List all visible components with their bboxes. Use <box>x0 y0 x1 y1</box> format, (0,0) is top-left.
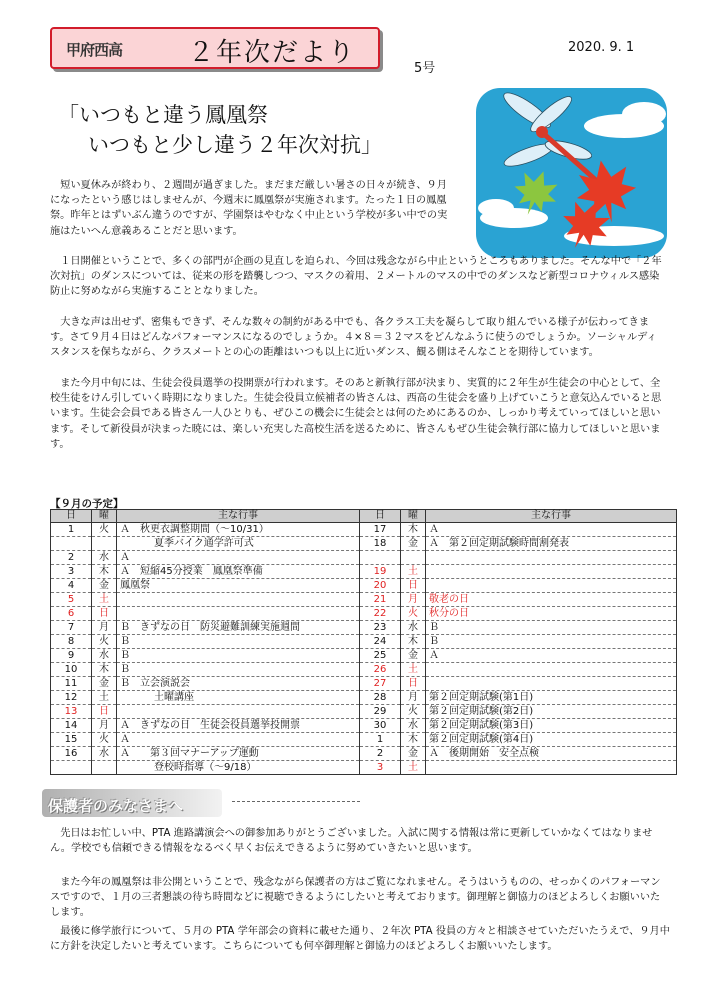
event-cell-text: Ｂ <box>120 663 130 675</box>
schedule-table-right <box>359 509 677 775</box>
day-cell <box>360 523 401 537</box>
event-cell-text: Ａ <box>120 733 130 745</box>
table-header-row <box>51 510 360 523</box>
header-day: 日 <box>51 510 92 523</box>
weekday-cell <box>401 761 426 775</box>
day-cell-text: 19 <box>373 565 387 577</box>
event-cell-text: 第２回定期試験(第4日) <box>429 733 534 745</box>
weekday-cell <box>92 677 117 691</box>
parents-title: 保護者のみなさまへ <box>48 797 184 815</box>
table-row <box>51 621 360 635</box>
day-cell <box>360 593 401 607</box>
day-cell <box>51 649 92 663</box>
weekday-cell-text: 日 <box>99 705 109 717</box>
day-cell <box>51 719 92 733</box>
parents-section-heading <box>42 787 342 821</box>
day-cell <box>360 733 401 747</box>
event-cell <box>117 733 360 747</box>
event-cell-text: 登校時指導（～9/18） <box>154 761 257 773</box>
table-row <box>360 579 677 593</box>
weekday-cell <box>401 523 426 537</box>
day-cell <box>51 523 92 537</box>
event-cell <box>117 607 360 621</box>
weekday-cell-text: 水 <box>99 747 109 759</box>
weekday-cell <box>92 649 117 663</box>
day-cell-text: 6 <box>67 607 75 619</box>
day-cell-text: 29 <box>373 705 387 717</box>
day-cell-text: 7 <box>67 621 75 633</box>
day-cell-text: 4 <box>67 579 75 591</box>
event-cell-text: Ｂ <box>429 621 439 633</box>
event-cell-text: Ａ 秋更衣調整期間（～10/31） <box>120 523 269 535</box>
weekday-cell <box>92 565 117 579</box>
weekday-cell-text: 火 <box>99 733 109 745</box>
weekday-cell <box>92 705 117 719</box>
event-cell <box>117 551 360 565</box>
event-cell <box>426 579 677 593</box>
event-cell <box>117 593 360 607</box>
weekday-cell <box>401 733 426 747</box>
weekday-cell-text: 月 <box>99 719 109 731</box>
weekday-cell-text: 金 <box>99 677 109 689</box>
table-row <box>360 621 677 635</box>
weekday-cell-text: 水 <box>99 551 109 563</box>
event-cell <box>426 691 677 705</box>
weekday-cell <box>401 719 426 733</box>
event-cell <box>426 607 677 621</box>
event-cell <box>426 747 677 761</box>
day-cell-text: 22 <box>373 607 387 619</box>
event-cell-text: Ｂ きずなの日 防災避難訓練実施週間 <box>120 621 300 633</box>
table-row <box>360 705 677 719</box>
table-row <box>360 761 677 775</box>
schedule-title: 【９月の予定】 <box>50 498 124 510</box>
day-cell-text: 15 <box>64 733 78 745</box>
table-row <box>51 663 360 677</box>
event-cell <box>117 649 360 663</box>
weekday-cell-text: 火 <box>99 523 109 535</box>
event-cell-text: Ａ <box>429 649 439 661</box>
weekday-cell <box>92 523 117 537</box>
day-cell-text: 2 <box>376 747 384 759</box>
weekday-cell-text: 金 <box>408 537 418 549</box>
event-cell <box>117 565 360 579</box>
table-row <box>51 691 360 705</box>
day-cell-text: 26 <box>373 663 387 675</box>
table-row <box>51 733 360 747</box>
day-cell-text: 1 <box>376 733 384 745</box>
table-row <box>360 593 677 607</box>
day-cell-text: 1 <box>67 523 75 535</box>
day-cell-text: 3 <box>67 565 75 577</box>
day-cell <box>360 747 401 761</box>
event-cell-text: Ｂ <box>429 635 439 647</box>
event-cell-text: 土曜講座 <box>154 691 194 703</box>
event-cell <box>426 537 677 551</box>
day-cell <box>360 719 401 733</box>
day-cell <box>51 691 92 705</box>
day-cell-text: 20 <box>373 579 387 591</box>
newsletter-title-box <box>50 27 380 69</box>
issue-number: 5号 <box>414 61 436 76</box>
issue-date: 2020. 9. 1 <box>568 40 635 55</box>
schedule-table-left <box>50 509 360 775</box>
weekday-cell-text: 土 <box>99 593 109 605</box>
day-cell <box>360 705 401 719</box>
event-cell-text: Ａ きずなの日 生徒会役員選挙投開票 <box>120 719 300 731</box>
weekday-cell <box>92 607 117 621</box>
day-cell-text: 24 <box>373 635 387 647</box>
day-cell <box>51 607 92 621</box>
day-cell-text: 3 <box>376 761 384 773</box>
table-row <box>51 635 360 649</box>
weekday-cell-text: 木 <box>408 523 418 535</box>
day-cell-text: 27 <box>373 677 387 689</box>
event-cell <box>426 551 677 565</box>
event-cell <box>117 761 360 775</box>
table-row <box>51 579 360 593</box>
event-cell-text: Ａ 第２回定期試験時間割発表 <box>429 537 569 549</box>
day-cell <box>51 663 92 677</box>
weekday-cell <box>401 551 426 565</box>
table-row <box>51 705 360 719</box>
weekday-cell <box>92 747 117 761</box>
day-cell <box>51 593 92 607</box>
event-cell <box>426 593 677 607</box>
event-cell <box>426 621 677 635</box>
weekday-cell <box>92 635 117 649</box>
parents-paragraph-3: 最後に修学旅行について、５月の PTA 学年部会の資料に載せた通り、２年次 PTA 役員の方々と相談させていただいたうえで、９月中に方針を決定したいと考えています。こちらについても何卒御理解と御協力のほどよろしくお願いいたします。 <box>50 926 670 953</box>
day-cell <box>360 551 401 565</box>
weekday-cell <box>401 691 426 705</box>
table-row <box>51 747 360 761</box>
day-cell <box>51 621 92 635</box>
weekday-cell-text: 火 <box>99 635 109 647</box>
weekday-cell-text: 月 <box>408 593 418 605</box>
event-cell <box>117 691 360 705</box>
weekday-cell-text: 土 <box>408 761 418 773</box>
weekday-cell <box>92 733 117 747</box>
day-cell-text: 30 <box>373 719 387 731</box>
weekday-cell-text: 日 <box>408 677 418 689</box>
weekday-cell <box>92 719 117 733</box>
day-cell <box>51 579 92 593</box>
weekday-cell-text: 日 <box>408 579 418 591</box>
event-cell <box>117 635 360 649</box>
weekday-cell-text: 火 <box>408 705 418 717</box>
event-cell-text: 第２回定期試験(第2日) <box>429 705 534 717</box>
day-cell <box>360 691 401 705</box>
table-row <box>360 677 677 691</box>
body-paragraph-4: また今月中旬には、生徒会役員選挙の投開票が行われます。そのあと新執行部が決まり、実質的に２年生が生徒会の中心として、全校生徒をけん引していく時期になりました。生徒会役員立候補者の皆さんは、西高の生徒会を盛り上げていこうと意気込んでいると思います。生徒会会員である皆さん一人ひとりも、ぜひこの機会に生徒会とは何のためにあるのか、しっかり考えていってほしいと思います。そして新役員が決まった暁には、楽しい充実した高校生活を送るために、皆さんもぜひ生徒会執行部に協力してほしいと思います。 <box>50 378 662 450</box>
day-cell <box>51 565 92 579</box>
event-cell <box>117 523 360 537</box>
weekday-cell-text: 土 <box>408 565 418 577</box>
table-row <box>360 523 677 537</box>
headline-line-2: いつもと少し違う２年次対抗」 <box>88 133 382 157</box>
event-cell <box>117 719 360 733</box>
body-paragraph-1: 短い夏休みが終わり、２週間が過ぎました。まだまだ厳しい暑さの日々が続き、９月になったという感じはしませんが、今週末に鳳凰祭が実施されます。たった１日の鳳凰祭。昨年とはずいぶん違うのですが、学園祭はやむなく中止という学校が多い中での実施はたいへん意義あることだと思います。 <box>50 180 448 237</box>
day-cell-text: 11 <box>64 677 78 689</box>
table-row <box>51 649 360 663</box>
day-cell-text: 10 <box>64 663 78 675</box>
weekday-cell-text: 水 <box>408 621 418 633</box>
day-cell <box>360 761 401 775</box>
day-cell <box>360 621 401 635</box>
weekday-cell <box>92 663 117 677</box>
event-cell <box>117 677 360 691</box>
day-cell <box>360 565 401 579</box>
day-cell <box>51 733 92 747</box>
day-cell <box>360 649 401 663</box>
body-paragraph-2: １日開催ということで、多くの部門が企画の見直しを迫られ、今回は残念ながら中止というところもありました。そんな中で「２年次対抗」のダンスについては、従来の形を踏襲しつつ、マスクの着用、２メートルのマスの中でのダンスなど新型コロナウィルス感染防止に努めながら実施することとなりました。 <box>50 256 662 298</box>
weekday-cell-text: 月 <box>408 691 418 703</box>
event-cell-text: Ｂ <box>120 649 130 661</box>
weekday-cell-text: 水 <box>408 719 418 731</box>
table-row <box>360 551 677 565</box>
weekday-cell <box>401 579 426 593</box>
weekday-cell <box>401 593 426 607</box>
day-cell <box>51 635 92 649</box>
weekday-cell <box>92 691 117 705</box>
day-cell-text: 25 <box>373 649 387 661</box>
day-cell-text: 17 <box>373 523 387 535</box>
weekday-cell-text: 土 <box>408 663 418 675</box>
weekday-cell-text: 木 <box>408 733 418 745</box>
weekday-cell <box>401 565 426 579</box>
day-cell-text: 2 <box>67 551 75 563</box>
weekday-cell <box>401 677 426 691</box>
weekday-cell <box>401 635 426 649</box>
weekday-cell <box>92 621 117 635</box>
weekday-cell <box>92 579 117 593</box>
day-cell-text: 23 <box>373 621 387 633</box>
event-cell <box>426 649 677 663</box>
event-cell-text: 第２回定期試験(第1日) <box>429 691 534 703</box>
table-row <box>51 761 360 775</box>
day-cell <box>51 551 92 565</box>
table-row <box>51 607 360 621</box>
event-cell-text: 敬老の日 <box>429 593 469 605</box>
day-cell-text: 21 <box>373 593 387 605</box>
table-row <box>51 677 360 691</box>
weekday-cell <box>401 607 426 621</box>
event-cell-text: 鳳凰祭 <box>120 579 150 591</box>
day-cell-text: 18 <box>373 537 387 549</box>
weekday-cell <box>401 537 426 551</box>
body-paragraph-3: 大きな声は出せず、密集もできず、そんな数々の制約がある中でも、各クラス工夫を凝らして取り組んでいる様子が伝わってきます。さて９月４日はどんなパフォーマンスになるのでしょうか。４×８＝３２マスをどんなふうに使うのでしょうか。ソーシャルディスタンスを保ちながら、クラスメートとの心の距離はいつも以上に近いダンス、観る側はそんなことを期待しています。 <box>50 317 657 359</box>
event-cell <box>117 705 360 719</box>
day-cell-text: 9 <box>67 649 75 661</box>
weekday-cell <box>401 747 426 761</box>
parents-paragraph-1: 先日はお忙しい中、PTA 進路講演会への御参加ありがとうございました。入試に関する情報は常に更新していかなくてはなりません。学校でも信頼できる情報をなるべく早くお伝えできるように努めていきたいと思います。 <box>50 828 653 855</box>
event-cell <box>117 537 360 551</box>
weekday-cell-text: 土 <box>99 691 109 703</box>
event-cell-text: Ａ 第３回マナーアップ運動 <box>120 747 259 759</box>
headline <box>58 100 382 160</box>
table-row <box>360 565 677 579</box>
event-cell <box>426 705 677 719</box>
header-weekday: 曜 <box>401 510 426 523</box>
table-row <box>51 593 360 607</box>
table-row <box>51 537 360 551</box>
school-name: 甲府西高 <box>66 41 123 59</box>
event-cell <box>426 733 677 747</box>
day-cell <box>360 635 401 649</box>
headline-line-1: 「いつもと違う鳳凰祭 <box>58 103 268 127</box>
event-cell-text: Ｂ <box>120 635 130 647</box>
event-cell <box>426 677 677 691</box>
weekday-cell-text: 金 <box>408 747 418 759</box>
event-cell-text: Ｂ 立会演説会 <box>120 677 190 689</box>
table-row <box>360 733 677 747</box>
table-row <box>360 691 677 705</box>
weekday-cell-text: 水 <box>99 649 109 661</box>
heading-dashed-rule <box>232 801 360 802</box>
event-cell-text: 秋分の日 <box>429 607 469 619</box>
table-row <box>51 719 360 733</box>
event-cell-text: 第２回定期試験(第3日) <box>429 719 534 731</box>
event-cell-text: Ａ 短縮45分授業 鳳凰祭準備 <box>120 565 263 577</box>
event-cell <box>426 565 677 579</box>
weekday-cell <box>92 551 117 565</box>
event-cell-text: Ａ <box>120 551 130 563</box>
event-cell <box>426 761 677 775</box>
weekday-cell <box>92 593 117 607</box>
table-row <box>360 649 677 663</box>
day-cell-text: 12 <box>64 691 78 703</box>
day-cell-text: 16 <box>64 747 78 759</box>
event-cell <box>117 579 360 593</box>
weekday-cell <box>401 705 426 719</box>
weekday-cell <box>92 761 117 775</box>
table-row <box>360 747 677 761</box>
day-cell <box>51 761 92 775</box>
event-cell <box>426 719 677 733</box>
weekday-cell-text: 木 <box>99 663 109 675</box>
table-row <box>360 663 677 677</box>
day-cell-text: 28 <box>373 691 387 703</box>
day-cell <box>51 677 92 691</box>
weekday-cell <box>92 537 117 551</box>
weekday-cell-text: 月 <box>99 621 109 633</box>
day-cell <box>51 537 92 551</box>
weekday-cell-text: 金 <box>99 579 109 591</box>
table-row <box>51 565 360 579</box>
parents-paragraph-2: また今年の鳳凰祭は非公開ということで、残念ながら保護者の方はご覧になれません。そうはいうものの、せっかくのパフォーマンスですので、１月の三者懇談の待ち時間などに視聴できるようにしたいと考えております。御理解と御協力のほどよろしくお願いいたします。 <box>50 877 661 919</box>
event-cell <box>426 635 677 649</box>
weekday-cell <box>401 621 426 635</box>
header-events: 主な行事 <box>426 510 677 523</box>
event-cell-text: Ａ 後期開始 安全点検 <box>429 747 539 759</box>
table-row <box>360 635 677 649</box>
weekday-cell <box>401 663 426 677</box>
event-cell-text: Ａ <box>429 523 439 535</box>
event-cell <box>117 747 360 761</box>
newsletter-title: ２年次だより <box>188 38 357 68</box>
weekday-cell-text: 木 <box>99 565 109 577</box>
weekday-cell-text: 金 <box>408 649 418 661</box>
day-cell <box>360 607 401 621</box>
event-cell <box>426 523 677 537</box>
header-events: 主な行事 <box>117 510 360 523</box>
day-cell <box>360 579 401 593</box>
event-cell <box>117 663 360 677</box>
weekday-cell-text: 木 <box>408 635 418 647</box>
day-cell-text: 8 <box>67 635 75 647</box>
table-row <box>360 607 677 621</box>
day-cell <box>360 537 401 551</box>
table-row <box>51 523 360 537</box>
table-row <box>360 719 677 733</box>
weekday-cell <box>401 649 426 663</box>
table-row <box>360 537 677 551</box>
dragonfly-maple-illustration <box>474 86 669 260</box>
event-cell <box>426 663 677 677</box>
table-header-row <box>360 510 677 523</box>
day-cell-text: 14 <box>64 719 78 731</box>
table-row <box>51 551 360 565</box>
day-cell-text: 5 <box>67 593 75 605</box>
day-cell <box>360 663 401 677</box>
weekday-cell-text: 日 <box>99 607 109 619</box>
day-cell <box>51 705 92 719</box>
header-day: 日 <box>360 510 401 523</box>
event-cell <box>117 621 360 635</box>
day-cell <box>51 747 92 761</box>
header-weekday: 曜 <box>92 510 117 523</box>
weekday-cell-text: 火 <box>408 607 418 619</box>
event-cell-text: 夏季バイク通学許可式 <box>154 537 254 549</box>
day-cell-text: 13 <box>64 705 78 717</box>
day-cell <box>360 677 401 691</box>
